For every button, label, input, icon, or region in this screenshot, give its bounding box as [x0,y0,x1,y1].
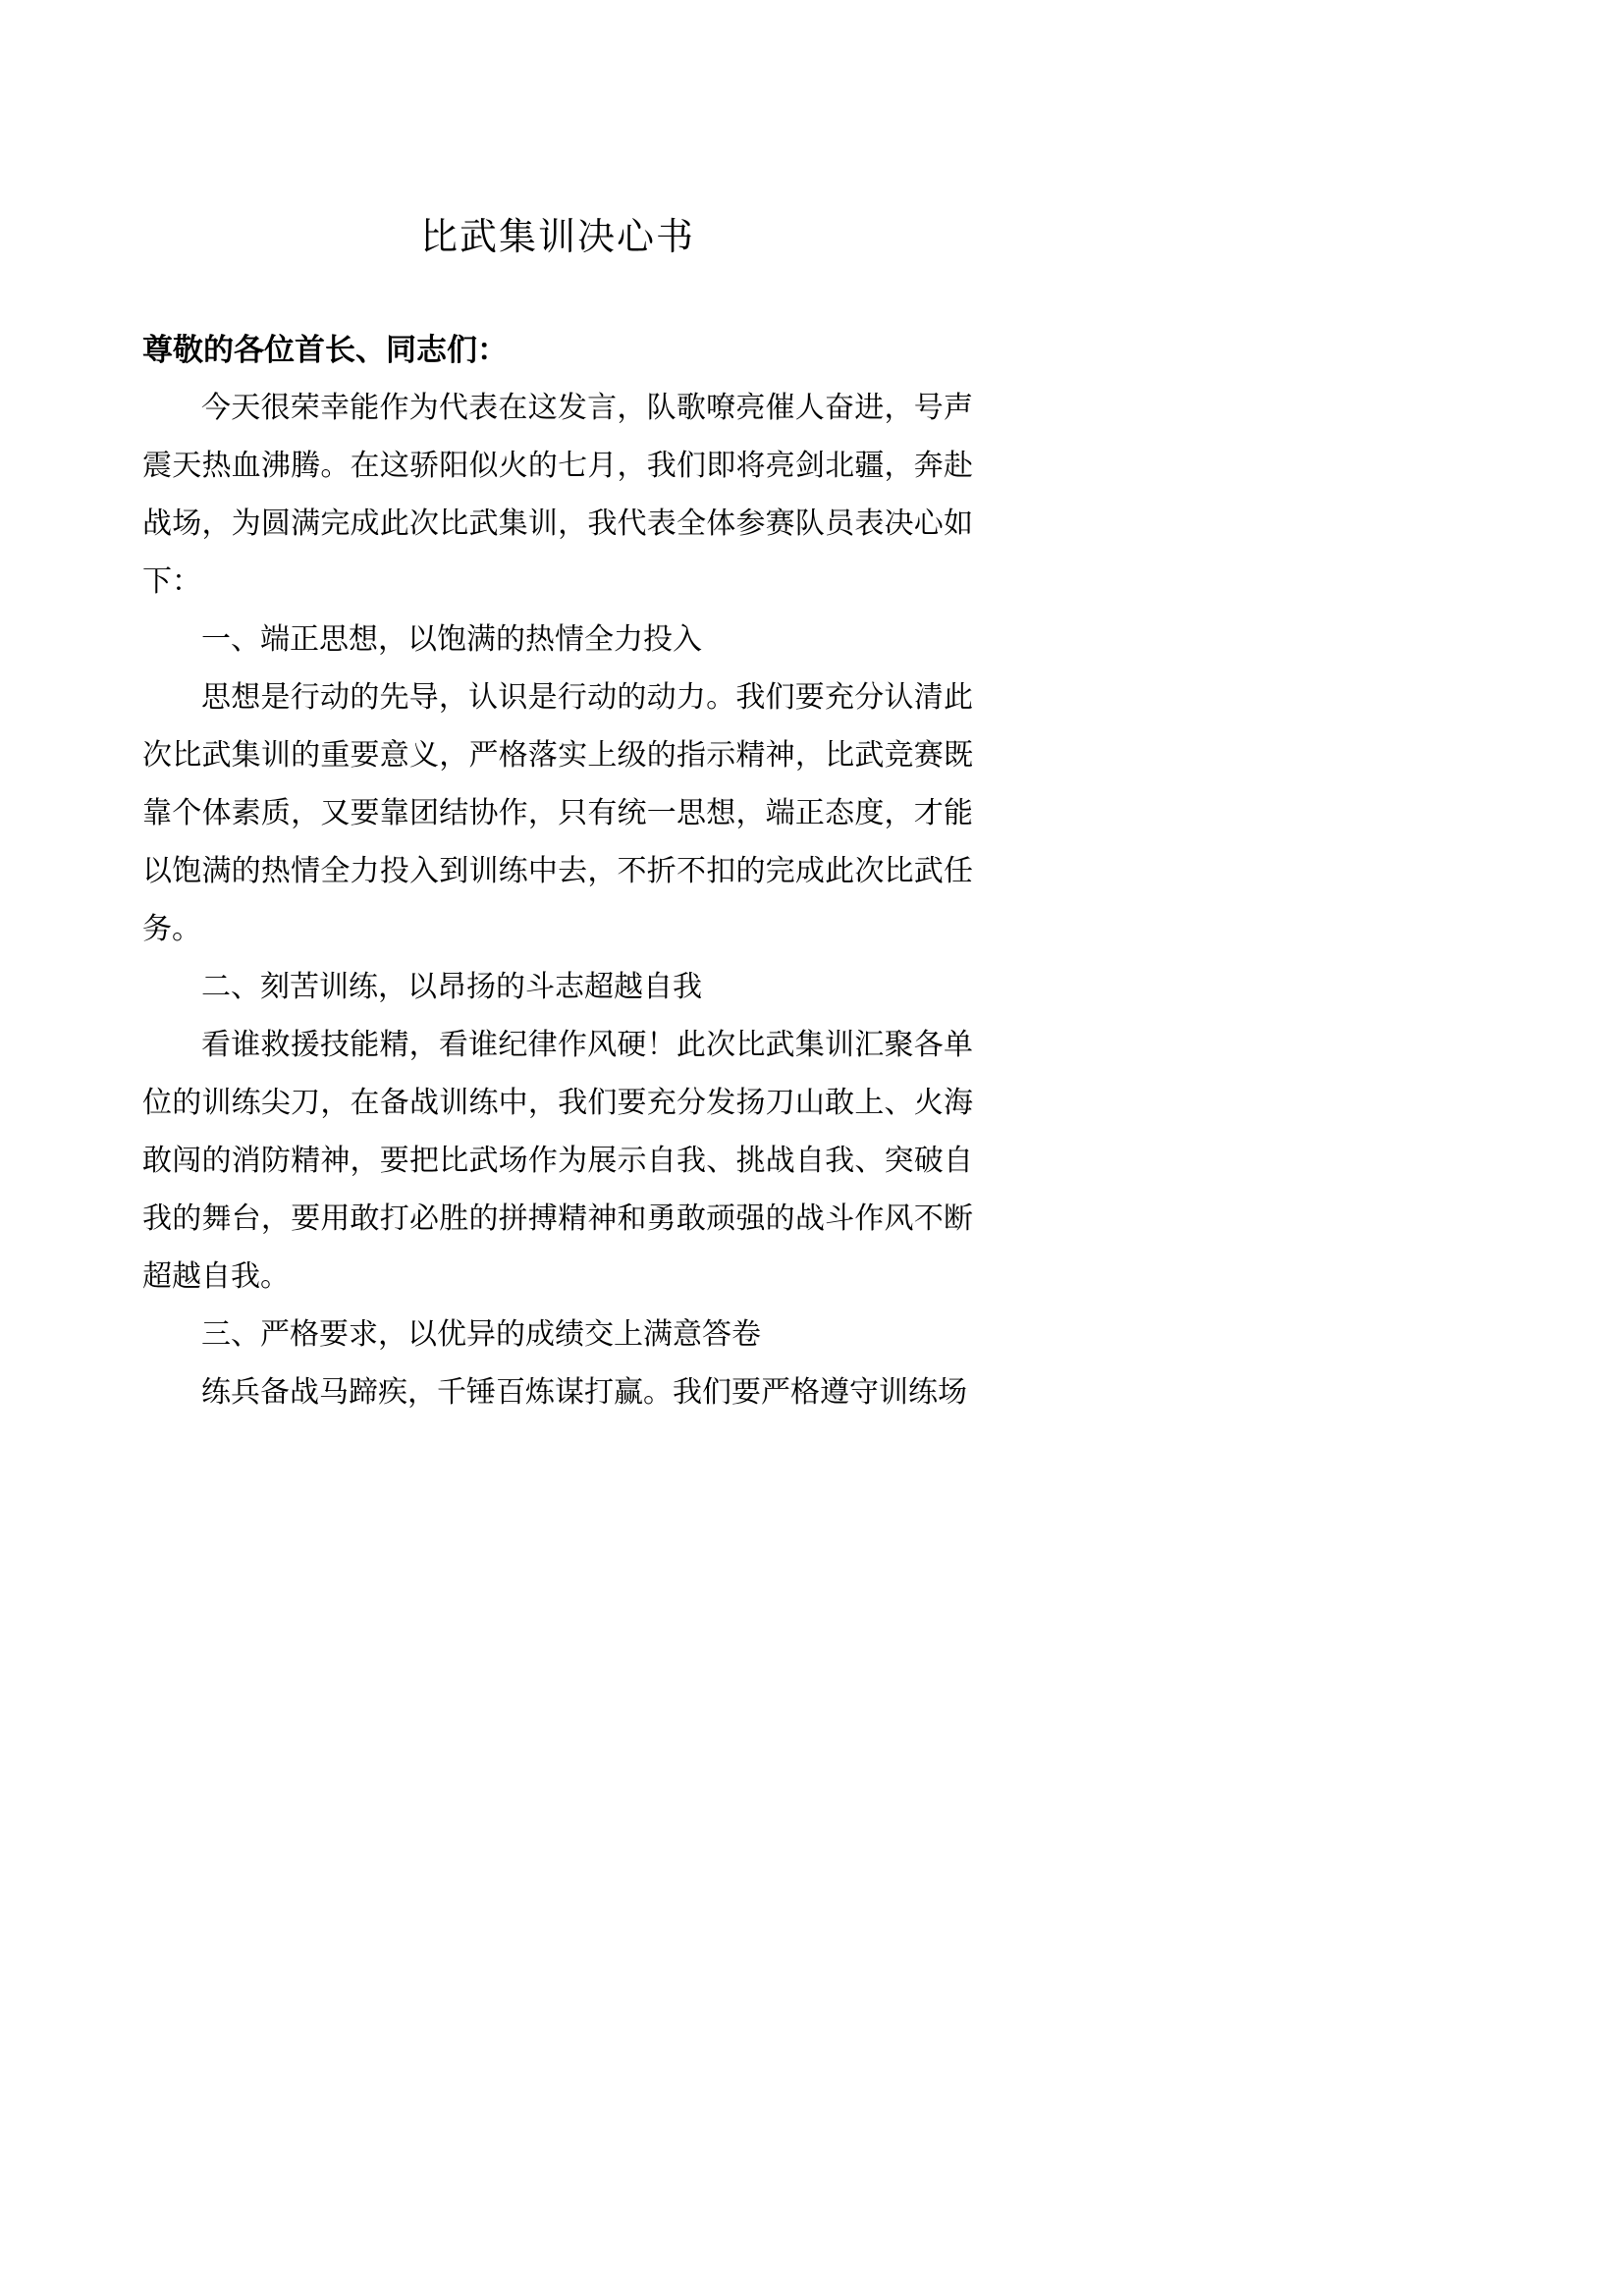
section-heading-3: 三、严格要求，以优异的成绩交上满意答卷 [201,1318,761,1351]
paragraph-section-2: 看谁救援技能精，看谁纪律作风硬！此次比武集训汇聚各单位的训练尖刀，在备战训练中，我们要充分发扬刀山敢上、火海敢闯的消防精神，要把比武场作为展示自我、挑战自我、突破自我的舞台，要用敢打必胜的拼搏精神和勇敢顽强的战斗作风不断超越自我。 [142,1029,973,1293]
paragraph-intro: 今天很荣幸能作为代表在这发言，队歌嘹亮催人奋进，号声震天热血沸腾。在这骄阳似火的七月，我们即将亮剑北疆，奔赴战场，为圆满完成此次比武集训，我代表全体参赛队员表决心如下： [142,392,973,598]
section-heading-2: 二、刻苦训练，以昂扬的斗志超越自我 [201,971,702,1003]
document-content [142,0,973,1421]
salutation: 尊敬的各位首长、同志们： [142,333,508,367]
section-heading-1: 一、端正思想，以饱满的热情全力投入 [201,623,702,656]
document-title: 比武集训决心书 [419,217,695,258]
paragraph-section-1: 思想是行动的先导，认识是行动的动力。我们要充分认清此次比武集训的重要意义，严格落实上级的指示精神，比武竞赛既靠个体素质，又要靠团结协作，只有统一思想，端正态度，才能以饱满的热情全力投入到训练中去，不折不扣的完成此次比武任务。 [142,681,973,945]
paragraph-section-3: 练兵备战马蹄疾，千锤百炼谋打赢。我们要严格遵守训练场 [201,1376,967,1409]
